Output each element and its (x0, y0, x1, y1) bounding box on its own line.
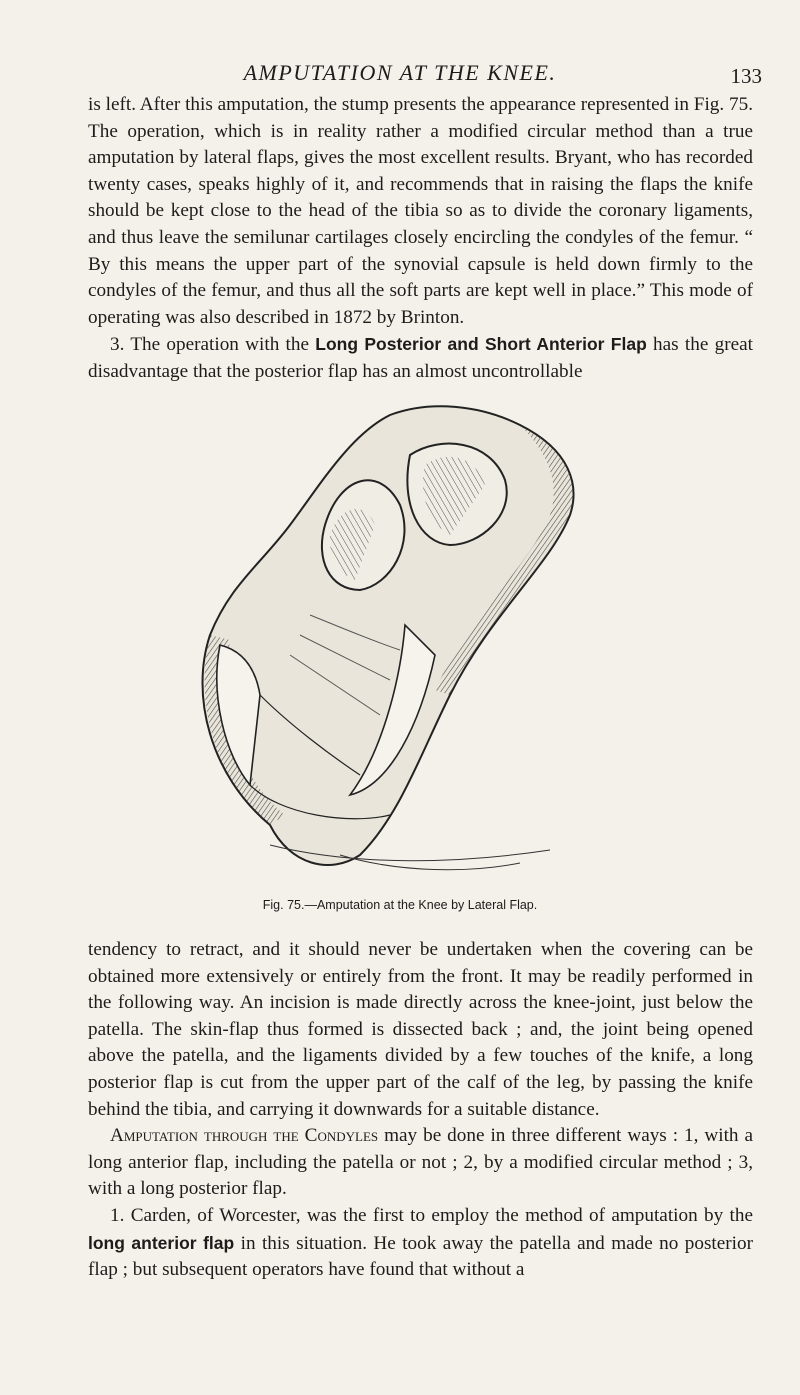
running-title: AMPUTATION AT THE KNEE. (243, 60, 557, 85)
section-heading: Amputation through the Condyles (110, 1125, 379, 1147)
paragraph-condyles (88, 1123, 753, 1203)
paragraph-rest: in this situation. He took away the patella and made no posterior flap ; but subsequent operators have found that without a (88, 1232, 753, 1281)
bold-term: long anterior flap (88, 1232, 235, 1253)
paragraph-lead: 3. The operation with the (110, 334, 316, 356)
page-number: 133 (730, 64, 762, 88)
paragraph-condyles-text: may be done in three different ways : 1, with a long anterior flap, including the patella or not ; 2, by a modified circular method ; 3, with a long posterior flap. (88, 1125, 753, 1200)
paragraph-long-posterior-flap (88, 331, 753, 385)
figure-knee-illustration (150, 395, 630, 885)
page-header (0, 56, 800, 90)
paragraph-lead: 1. Carden, of Worcester, was the first to employ the method of amputation by the (110, 1204, 753, 1226)
paragraph-retract: tendency to retract, and it should never be undertaken when the covering can be obtained more extensively or entirely from the front. It may be readily performed in the following way. An incision is made directly across the knee-joint, just below the patella. The skin-flap thus formed is dissected back ; and, the joint being opened above the patella, and the ligaments divided by a few touches of the knife, a long posterior flap is cut from the upper part of the calf of the leg, by passing the knife behind the tibia, and carrying it downwards for a suitable distance. (88, 939, 753, 1120)
knee-stump-drawing (150, 395, 630, 885)
top-text-block (88, 92, 753, 386)
paragraph-carden (88, 1203, 753, 1284)
paragraph-stump: is left. After this amputation, the stump presents the appearance represented in Fig. 75. The operation, which is in reality rather a modified circular method than a true amputation by lateral flaps, gives the most excellent results. Bryant, who has recorded twenty cases, speaks highly of it, and recommends that in raising the flaps the knife should be kept close to the head of the tibia so as to divide the coronary ligaments, and thus leave the semilunar cartilages closely encircling the condyles of the femur. “ By this means the upper part of the synovial capsule is held down firmly to the condyles of the femur, and thus all the soft parts are kept well in place.” This mode of operating was also described in 1872 by Brinton. (88, 94, 753, 328)
paragraph-rest: has the great disadvantage that the posterior flap has an almost uncontrollable (88, 334, 753, 382)
bold-term: Long Posterior and Short Anterior Flap (315, 334, 647, 355)
figure-caption: Fig. 75.—Amputation at the Knee by Lateral Flap. (262, 898, 538, 912)
bottom-text-block (88, 937, 753, 1284)
